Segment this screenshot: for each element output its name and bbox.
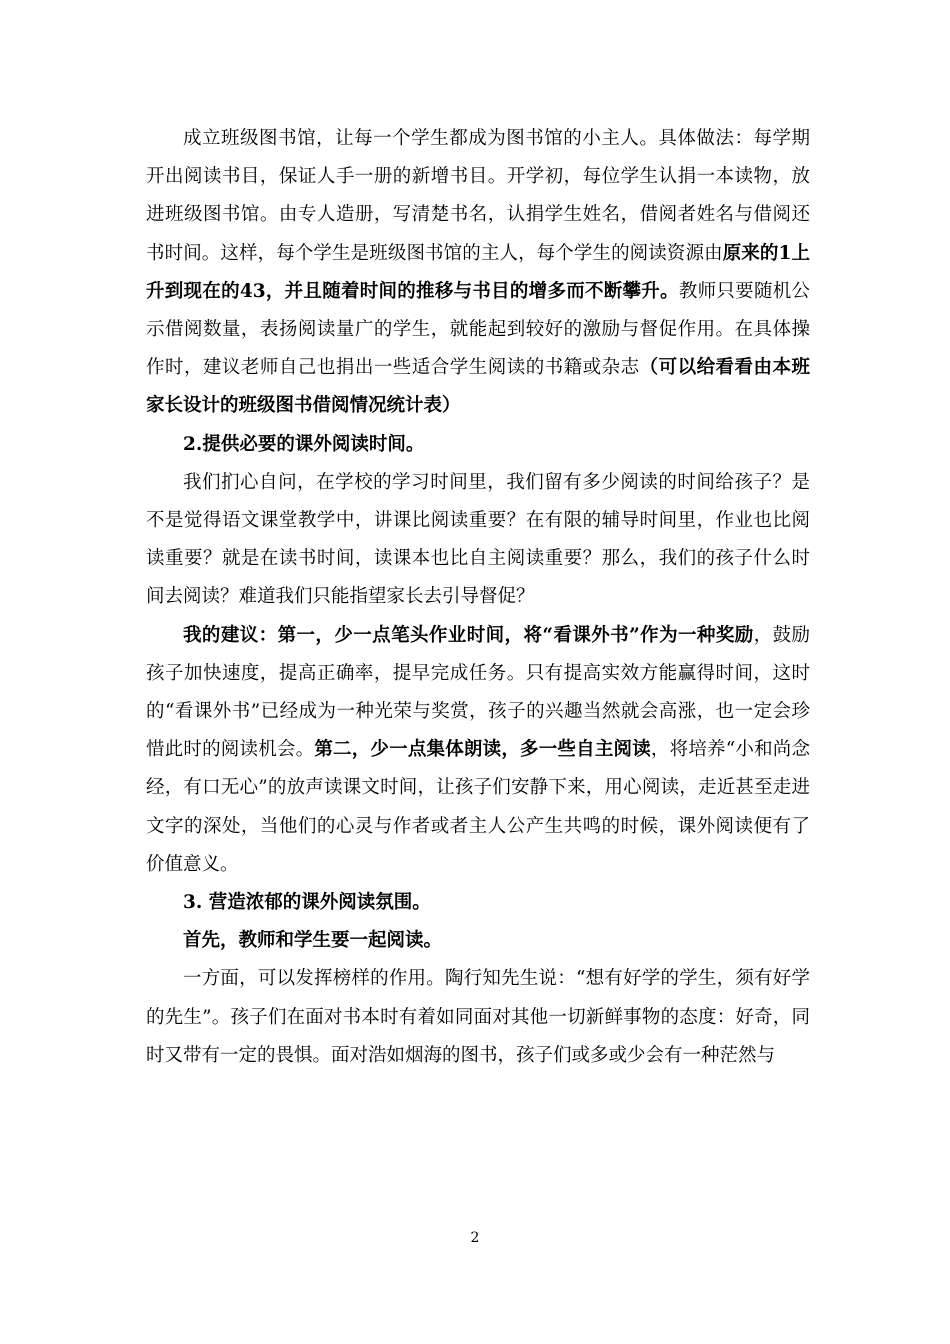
bold-text-run: 原来的1上升到现在的43，并且随着时间的推移与书目的增多而不断攀升。 <box>146 242 810 302</box>
text-run: 一方面，可以发挥榜样的作用。陶行知先生说：“想有好学的学生，须有好学的先生”。孩子们在面对书本时有着如同面对其他一切新鲜事物的态度：好奇，同时又带有一定的畏惧。面对浩如烟海的图书，孩子们或多或少会有一种茫然与 <box>146 968 810 1066</box>
paragraph-role-model <box>146 960 810 1075</box>
text-run: 成立班级图书馆，让每一个学生都成为图书馆的小主人。具体做法：每学期开出阅读书目，保证人手一册的新增书目。开学初，每位学生认捐一本读物，放进班级图书馆。由专人造册，写清楚书名，认捐学生姓名，借阅者姓名与借阅还书时间。这样，每个学生是班级图书馆的主人，每个学生的阅读资源由 <box>146 128 810 264</box>
text-run: ，将培养“小和尚念经，有口无心”的放声读课文时间，让孩子们安静下来，用心阅读，走近甚至走进文字的深处，当他们的心灵与作者或者主人公产生共鸣的时候，课外阅读便有了价值意义。 <box>146 739 810 875</box>
subheading-first <box>146 922 810 960</box>
page-number: 2 <box>470 1230 480 1246</box>
heading-text: 2.提供必要的课外阅读时间。 <box>183 433 425 455</box>
bold-text-run: （可以给看看由本班家长设计的班级图书借阅情况统计表） <box>146 357 810 417</box>
paragraph-class-library <box>146 120 810 426</box>
section-heading-2 <box>146 426 810 464</box>
section-heading-3 <box>146 884 810 922</box>
paragraph-reading-time <box>146 464 810 617</box>
text-run: ，鼓励孩子加快速度，提高正确率，提早完成任务。只有提高实效方能赢得时间，这时的“看课外书”已经成为一种光荣与奖赏，孩子的兴趣当然就会高涨，也一定会珍惜此时的阅读机会。 <box>146 624 810 761</box>
text-run: 教师只要随机公示借阅数量，表扬阅读量广的学生，就能起到较好的激励与督促作用。在具体操作时，建议老师自己也捐出一些适合学生阅读的书籍或杂志 <box>146 280 810 379</box>
text-run: 我们扪心自问，在学校的学习时间里，我们留有多少阅读的时间给孩子？是不是觉得语文课堂教学中，讲课比阅读重要？在有限的辅导时间里，作业也比阅读重要？就是在读书时间，读课本也比自主阅读重要？那么，我们的孩子什么时间去阅读？难道我们只能指望家长去引导督促？ <box>146 471 810 608</box>
heading-text: 首先，教师和学生要一起阅读。 <box>183 930 443 952</box>
heading-text: 3. 营造浓郁的课外阅读氛围。 <box>183 892 431 914</box>
paragraph-suggestions <box>146 617 810 884</box>
bold-text-run: 我的建议：第一，少一点笔头作业时间，将“看课外书”作为一种奖励 <box>183 624 754 646</box>
bold-text-run: 第二，少一点集体朗读，多一些自主阅读 <box>314 739 651 761</box>
body-text <box>146 120 810 1075</box>
